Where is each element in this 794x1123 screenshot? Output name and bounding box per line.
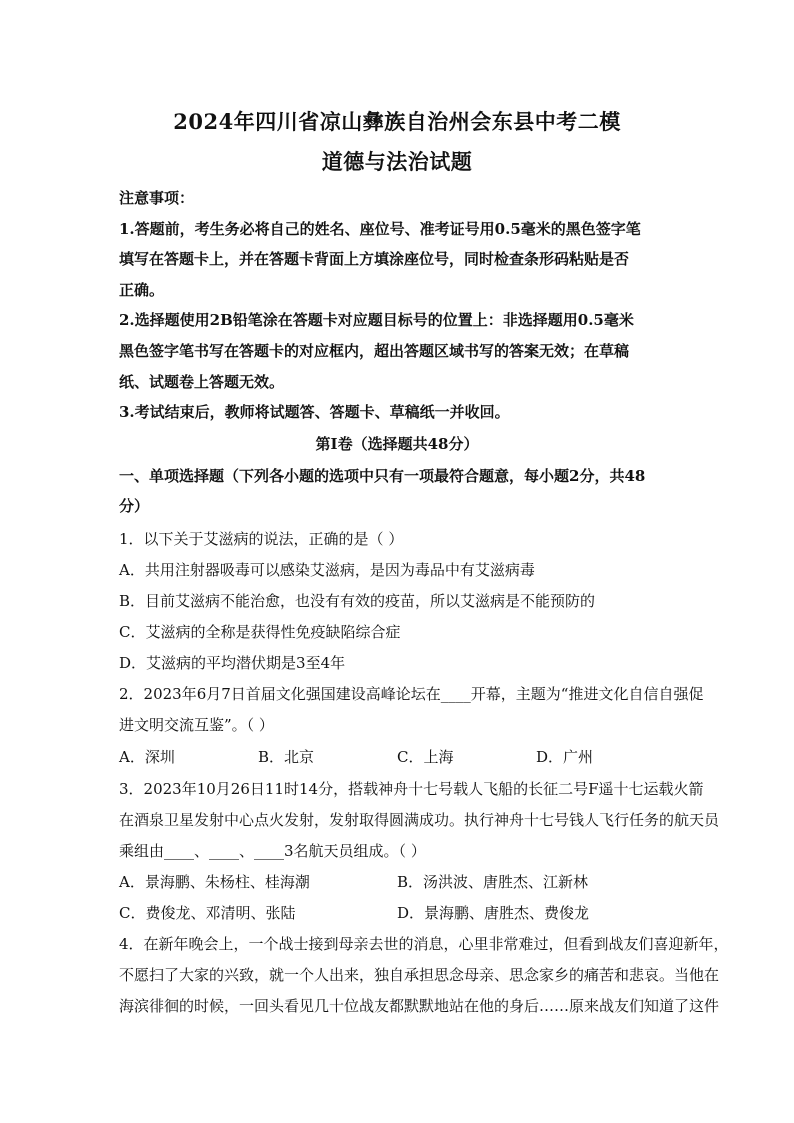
- notice-item-1-line-2: 填写在答题卡上，并在答题卡背面上方填涂座位号，同时检查条形码粘贴是否: [119, 250, 630, 268]
- q3-option-c: C．费俊龙、邓清明、张陆: [119, 904, 296, 922]
- notice-item-2-line-3: 纸、试题卷上答题无效。: [119, 373, 285, 391]
- part-heading-line-1: 一、单项选择题（下列各小题的选项中只有一项最符合题意，每小题2分，共48: [119, 467, 646, 485]
- notice-item-2-line-1: 2.选择题使用2B铅笔涂在答题卡对应题目标号的位置上：非选择题用0.5毫米: [119, 311, 634, 329]
- q1-option-c: C．艾滋病的全称是获得性免疫缺陷综合症: [119, 623, 401, 641]
- notice-item-2-line-2: 黑色签字笔书写在答题卡的对应框内，超出答题区域书写的答案无效；在草稿: [119, 342, 630, 360]
- notice-item-1-line-3: 正确。: [119, 281, 165, 299]
- q2-option-c: C．上海: [397, 748, 454, 766]
- q1-option-d: D．艾滋病的平均潜伏期是3至4年: [119, 654, 346, 672]
- q3-stem-line-2: 在酒泉卫星发射中心点火发射，发射取得圆满成功。执行神舟十七号钱人飞行任务的航天员: [119, 811, 720, 829]
- part-heading-line-2: 分）: [119, 497, 150, 515]
- q2-option-d: D．广州: [536, 748, 594, 766]
- notice-heading: 注意事项：: [119, 189, 195, 207]
- q3-stem-line-1: 3．2023年10月26日11时14分，搭载神舟十七号载人飞船的长征二号F遥十七运载火箭: [119, 780, 704, 798]
- notice-item-3: 3.考试结束后，教师将试题答、答题卡、草稿纸一并收回。: [119, 403, 510, 421]
- q3-option-d: D．景海鹏、唐胜杰、费俊龙: [397, 904, 590, 922]
- q1-option-b: B．目前艾滋病不能治愈，也没有有效的疫苗，所以艾滋病是不能预防的: [119, 592, 596, 610]
- q2-option-b: B．北京: [258, 748, 315, 766]
- q2-stem-line-2: 进文明交流互鉴”。（ ）: [119, 716, 274, 734]
- q1-option-a: A．共用注射器吸毒可以感染艾滋病，是因为毒品中有艾滋病毒: [119, 561, 535, 579]
- exam-subtitle: 道德与法治试题: [321, 149, 473, 174]
- exam-title: 2024年四川省凉山彝族自治州会东县中考二模: [173, 109, 621, 134]
- q3-option-a: A．景海鹏、朱杨柱、桂海潮: [119, 873, 310, 891]
- section-title: 第Ⅰ卷（选择题共48分）: [315, 435, 479, 453]
- q3-stem-line-3: 乘组由____、____、____3名航天员组成。（ ）: [119, 842, 426, 860]
- q2-stem-line-1: 2．2023年6月7日首届文化强国建设高峰论坛在____开幕，主题为“推进文化自信自强促: [119, 685, 704, 703]
- q4-stem-line-1: 4．在新年晚会上，一个战士接到母亲去世的消息，心里非常难过，但看到战友们喜迎新年，: [119, 935, 729, 953]
- q3-option-b: B．汤洪波、唐胜杰、江新林: [397, 873, 589, 891]
- q4-stem-line-3: 海滨徘徊的时候，一回头看见几十位战友都默默地站在他的身后……原来战友们知道了这件: [119, 997, 720, 1015]
- q1-stem: 1．以下关于艾滋病的说法，正确的是（ ）: [119, 530, 404, 548]
- q2-option-a: A．深圳: [119, 748, 175, 766]
- q4-stem-line-2: 不愿扫了大家的兴致，就一个人出来，独自承担思念母亲、思念家乡的痛苦和悲哀。当他在: [119, 966, 720, 984]
- notice-item-1-line-1: 1.答题前，考生务必将自己的姓名、座位号、准考证号用0.5毫米的黑色签字笔: [119, 220, 641, 238]
